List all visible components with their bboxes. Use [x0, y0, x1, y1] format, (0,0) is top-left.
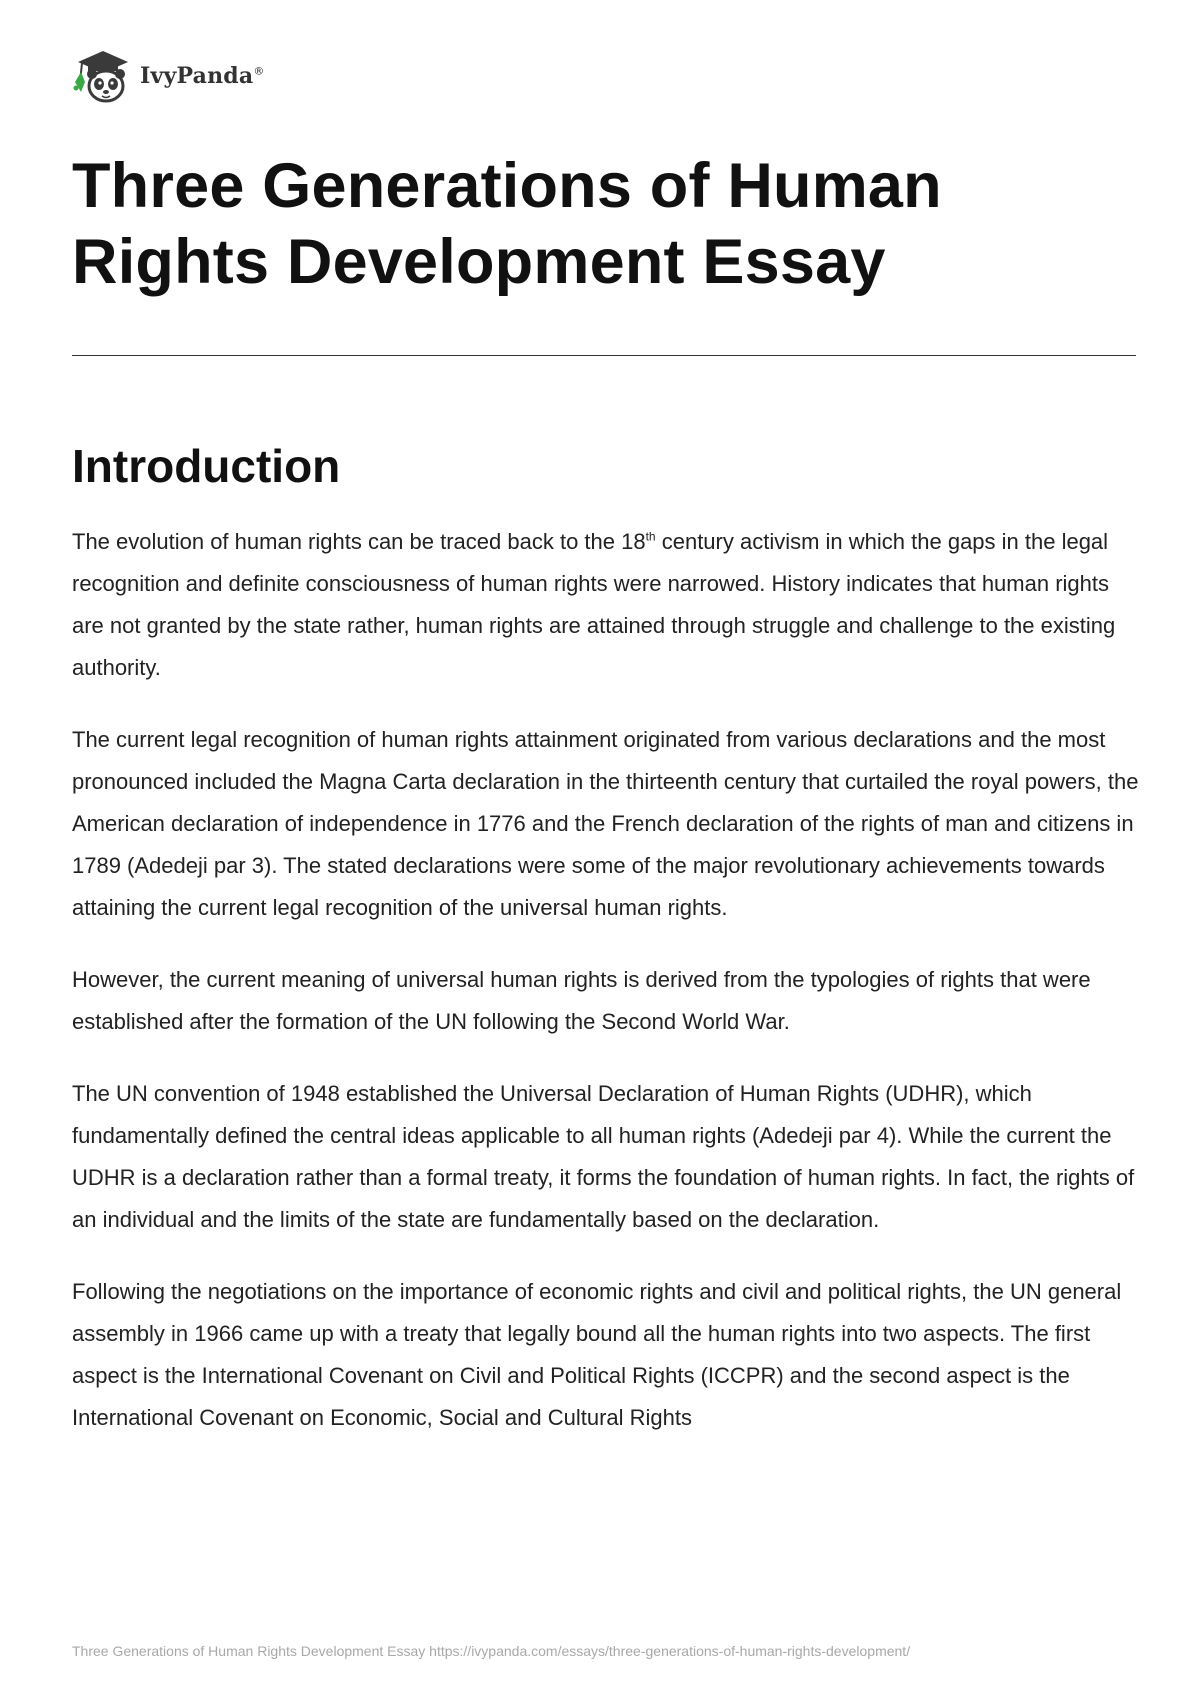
section-heading: Introduction — [72, 440, 341, 492]
brand-logo[interactable] — [72, 46, 265, 106]
paragraph-1: The evolution of human rights can be traced back to the 18th century activism in which the gaps in the legal recognition and definite consciousness of human rights were narrowed. History indicates that human rights are not granted by the state rather, human rights are attained through struggle and challenge to the existing authority. — [72, 529, 1116, 680]
registered-mark: ® — [253, 64, 265, 78]
page-title: Three Generations of Human Rights Development Essay — [72, 151, 942, 297]
essay-body — [72, 521, 1140, 1469]
page-footer: Three Generations of Human Rights Development Essay https://ivypanda.com/essays/three-generations-of-human-rights-development/ — [72, 1643, 911, 1659]
panda-graduate-icon — [72, 46, 134, 106]
paragraph-2: The current legal recognition of human rights attainment originated from various declarations and the most pronounced included the Magna Carta declaration in the thirteenth century that curtailed the royal powers, the American declaration of independence in 1776 and the French declaration of the rights of man and citizens in 1789 (Adedeji par 3). The stated declarations were some of the major revolutionary achievements towards attaining the current legal recognition of the universal human rights. — [72, 727, 1139, 920]
paragraph-4: The UN convention of 1948 established the Universal Declaration of Human Rights (UDHR), which fundamentally defined the central ideas applicable to all human rights (Adedeji par 4). While the current the UDHR is a declaration rather than a formal treaty, it forms the foundation of human rights. In fact, the rights of an individual and the limits of the state are fundamentally based on the declaration. — [72, 1081, 1135, 1232]
paragraph-5: Following the negotiations on the importance of economic rights and civil and political rights, the UN general assembly in 1966 came up with a treaty that legally bound all the human rights into two aspects. The first aspect is the International Covenant on Civil and Political Rights (ICCPR) and the second aspect is the International Covenant on Economic, Social and Cultural Rights — [72, 1279, 1122, 1430]
brand-name: IvyPanda® — [140, 63, 265, 89]
ordinal-superscript: th — [645, 529, 656, 544]
title-divider — [72, 355, 1136, 356]
paragraph-3: However, the current meaning of universal human rights is derived from the typologies of rights that were established after the formation of the UN following the Second World War. — [72, 967, 1091, 1034]
